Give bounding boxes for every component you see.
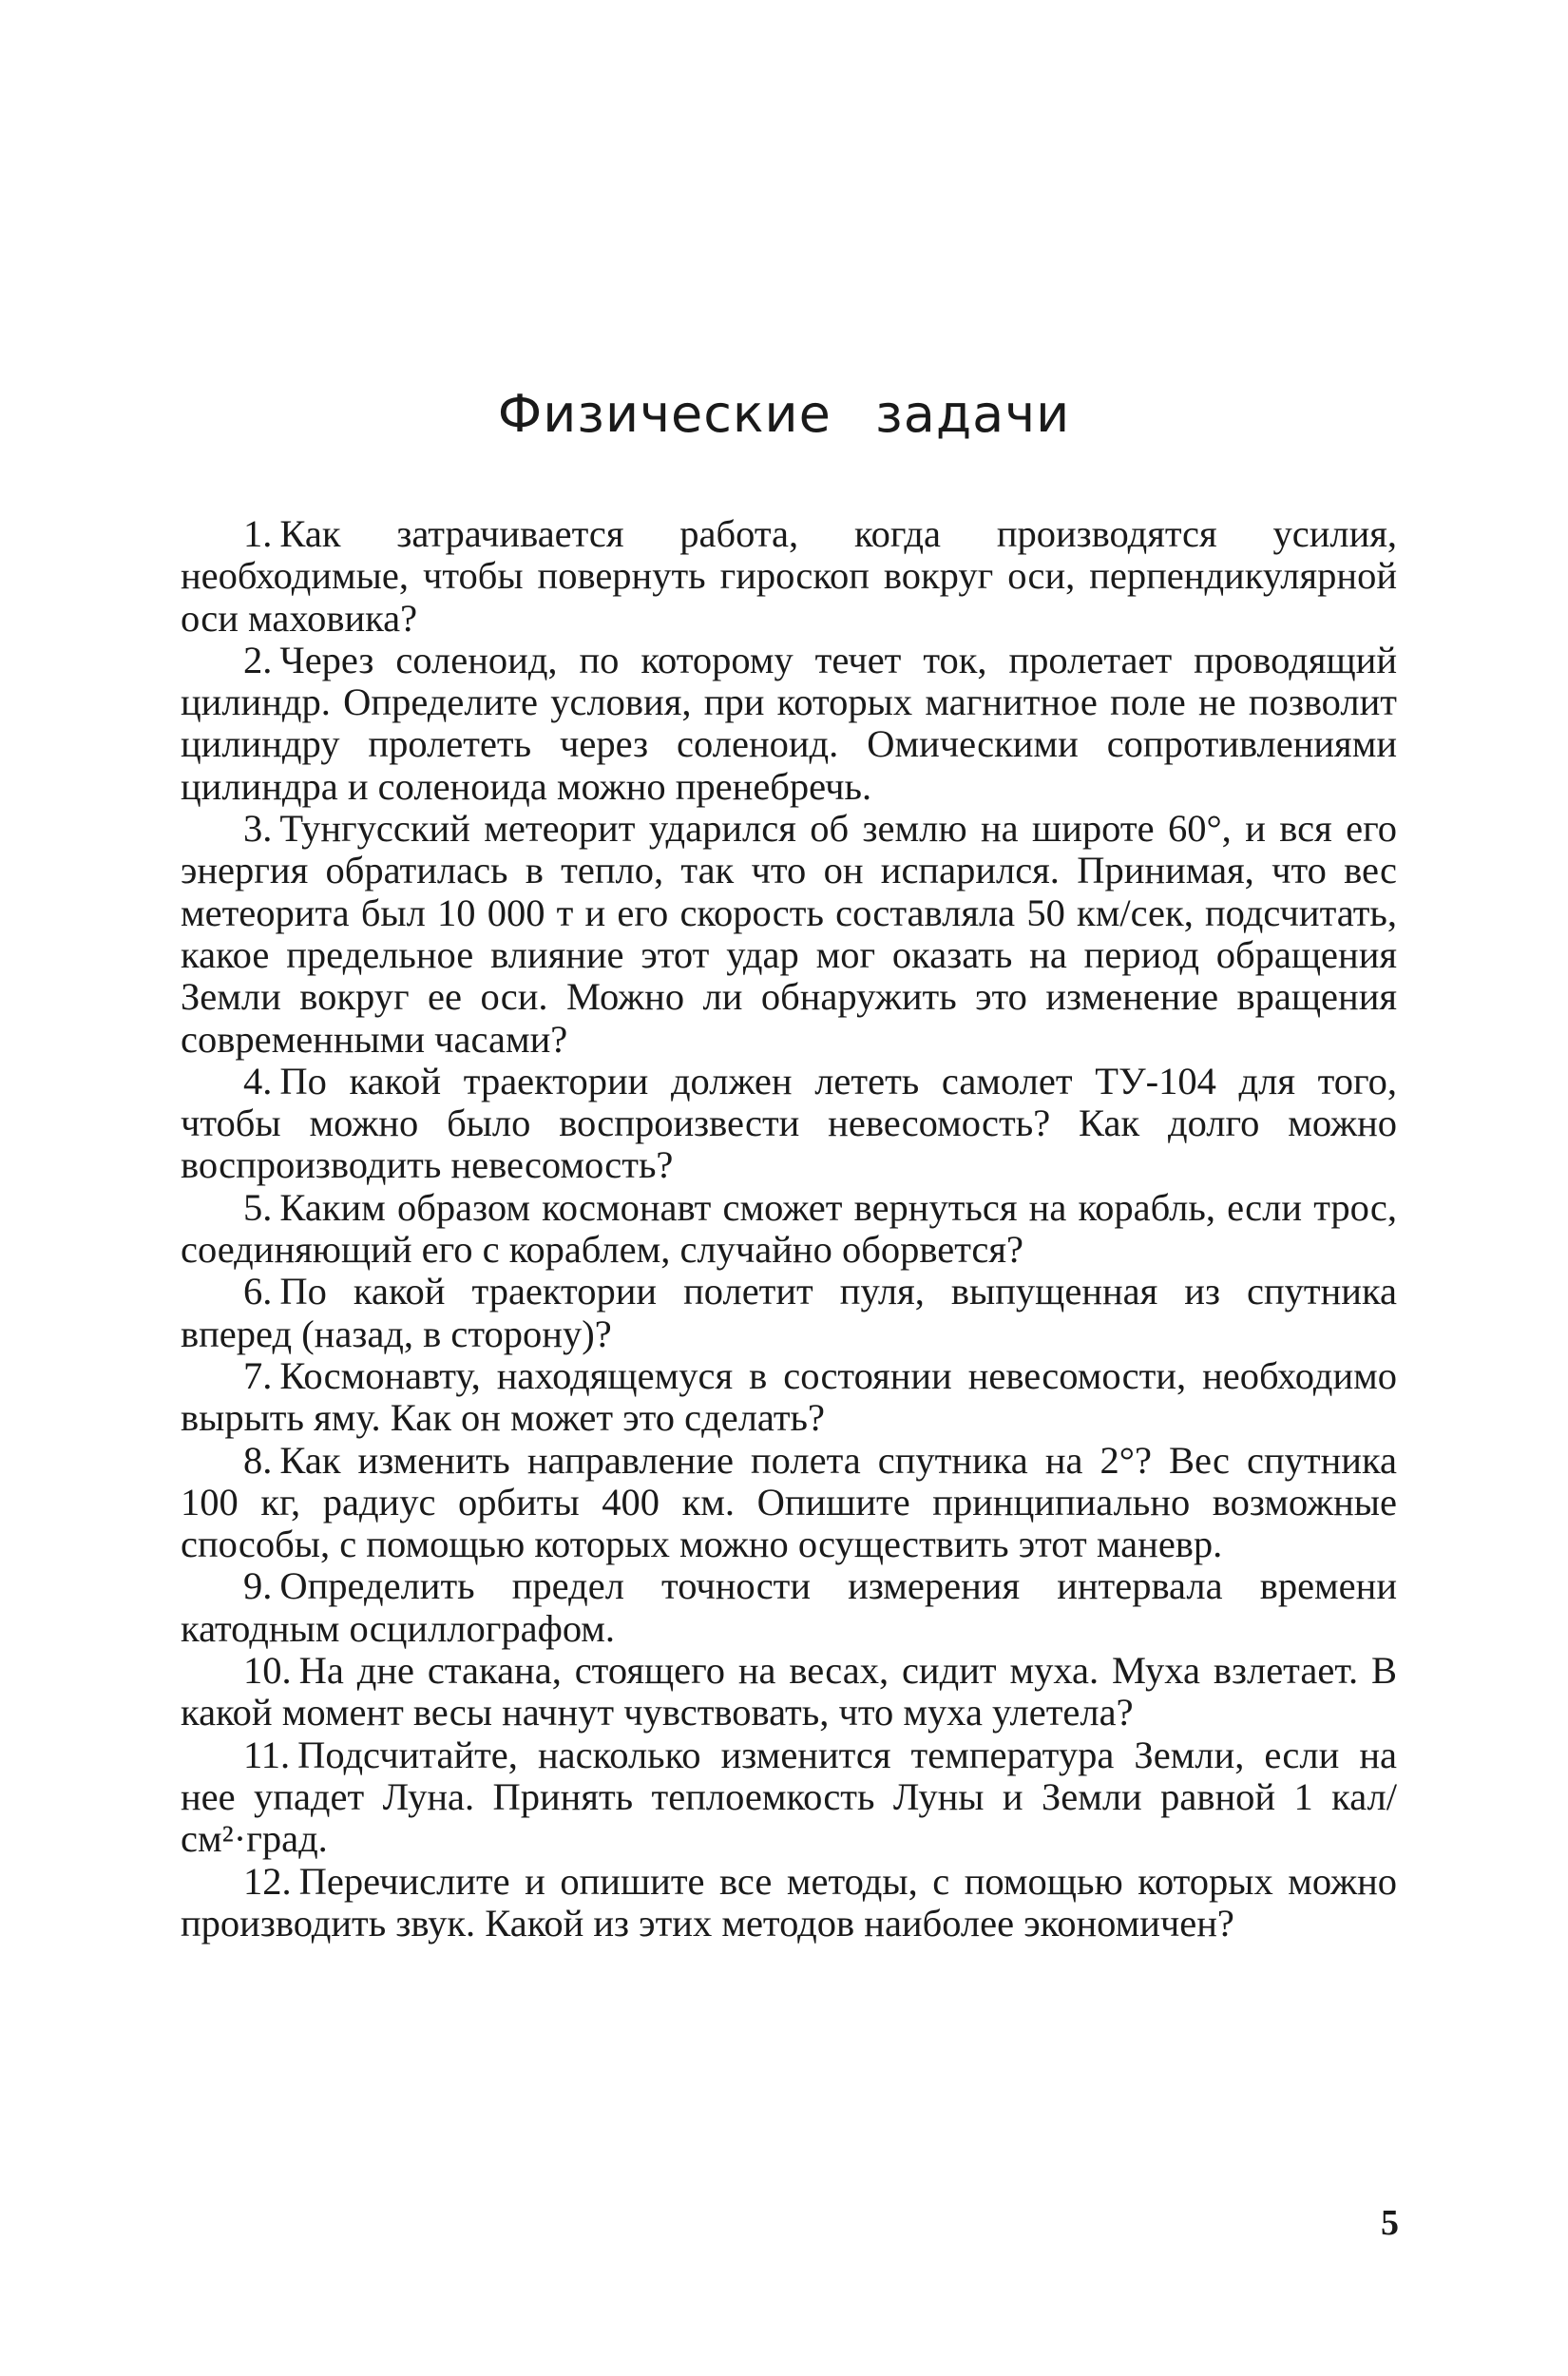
- problem-number: 11.: [243, 1733, 291, 1776]
- problem-text: Подсчитайте, насколько изменится температура Земли, если на нее упадет Луна. Принять теплоемкость Луны и Земли равной 1 кал/см²·град.: [181, 1733, 1397, 1861]
- problem-item: [181, 1861, 1397, 1945]
- problem-number: 8.: [243, 1438, 273, 1482]
- problem-item: [181, 1187, 1397, 1272]
- problem-number: 6.: [243, 1270, 273, 1313]
- problem-number: 12.: [243, 1859, 292, 1903]
- problem-item: [181, 1650, 1397, 1734]
- problem-number: 2.: [243, 638, 273, 681]
- problem-item: [181, 1565, 1397, 1650]
- page-number: 5: [1381, 2203, 1399, 2243]
- problem-item: [181, 1355, 1397, 1440]
- problem-text: Каким образом космонавт сможет вернуться на корабль, если трос, соединяющий его с кораблем, случайно оборвется?: [181, 1185, 1397, 1272]
- problem-text: По какой траектории должен лететь самолет ТУ-104 для того, чтобы можно было воспроизвести невесомость? Как долго можно воспроизводить невесомость?: [181, 1059, 1397, 1187]
- problem-list: [181, 513, 1397, 1945]
- problem-number: 9.: [243, 1564, 273, 1608]
- problem-text: Определить предел точности измерения интервала времени катодным осциллографом.: [181, 1564, 1397, 1650]
- problem-item: [181, 1734, 1397, 1861]
- problem-text: Как затрачивается работа, когда производятся усилия, необходимые, чтобы повернуть гироскоп вокруг оси, перпендикулярной оси маховика?: [181, 512, 1397, 640]
- problem-item: [181, 513, 1397, 640]
- problem-number: 5.: [243, 1185, 273, 1229]
- problem-number: 3.: [243, 807, 273, 851]
- problem-item: [181, 1440, 1397, 1566]
- problem-text: Через соленоид, по которому течет ток, пролетает проводящий цилиндр. Определите условия, при которых магнитное поле не позволит цилиндру пролететь через соленоид. Омическими сопротивлениями цилиндра и соленоида можно пренебречь.: [181, 638, 1397, 808]
- problem-number: 7.: [243, 1353, 273, 1397]
- problem-item: [181, 640, 1397, 808]
- problem-text: Космонавту, находящемуся в состоянии невесомости, необходимо вырыть яму. Как он может это сделать?: [181, 1353, 1397, 1440]
- problem-number: 10.: [243, 1649, 292, 1693]
- problem-item: [181, 1271, 1397, 1355]
- problem-number: 1.: [243, 512, 273, 555]
- problem-text: Перечислите и опишите все методы, с помощью которых можно производить звук. Какой из этих методов наиболее экономичен?: [181, 1859, 1397, 1945]
- problem-number: 4.: [243, 1059, 273, 1102]
- problem-item: [181, 808, 1397, 1061]
- problem-text: На дне стакана, стоящего на весах, сидит муха. Муха взлетает. В какой момент весы начнут чувствовать, что муха улетела?: [181, 1649, 1397, 1734]
- problem-text: Тунгусский метеорит ударился об землю на широте 60°, и вся его энергия обратилась в тепло, так что он испарился. Принимая, что вес метеорита был 10 000 т и его скорость составляла 50 км/сек, подсчитать, какое предельное влияние этот удар мог оказать на период обращения Земли вокруг ее оси. Можно ли обнаружить это изменение вращения современными часами?: [181, 807, 1397, 1061]
- problem-item: [181, 1061, 1397, 1187]
- page-title: Физические задачи: [497, 384, 1071, 444]
- problem-text: Как изменить направление полета спутника на 2°? Вес спутника 100 кг, радиус орбиты 400 км. Опишите принципиально возможные способы, с помощью которых можно осуществить этот маневр.: [181, 1438, 1397, 1566]
- problem-text: По какой траектории полетит пуля, выпущенная из спутника вперед (назад, в сторону)?: [181, 1270, 1397, 1355]
